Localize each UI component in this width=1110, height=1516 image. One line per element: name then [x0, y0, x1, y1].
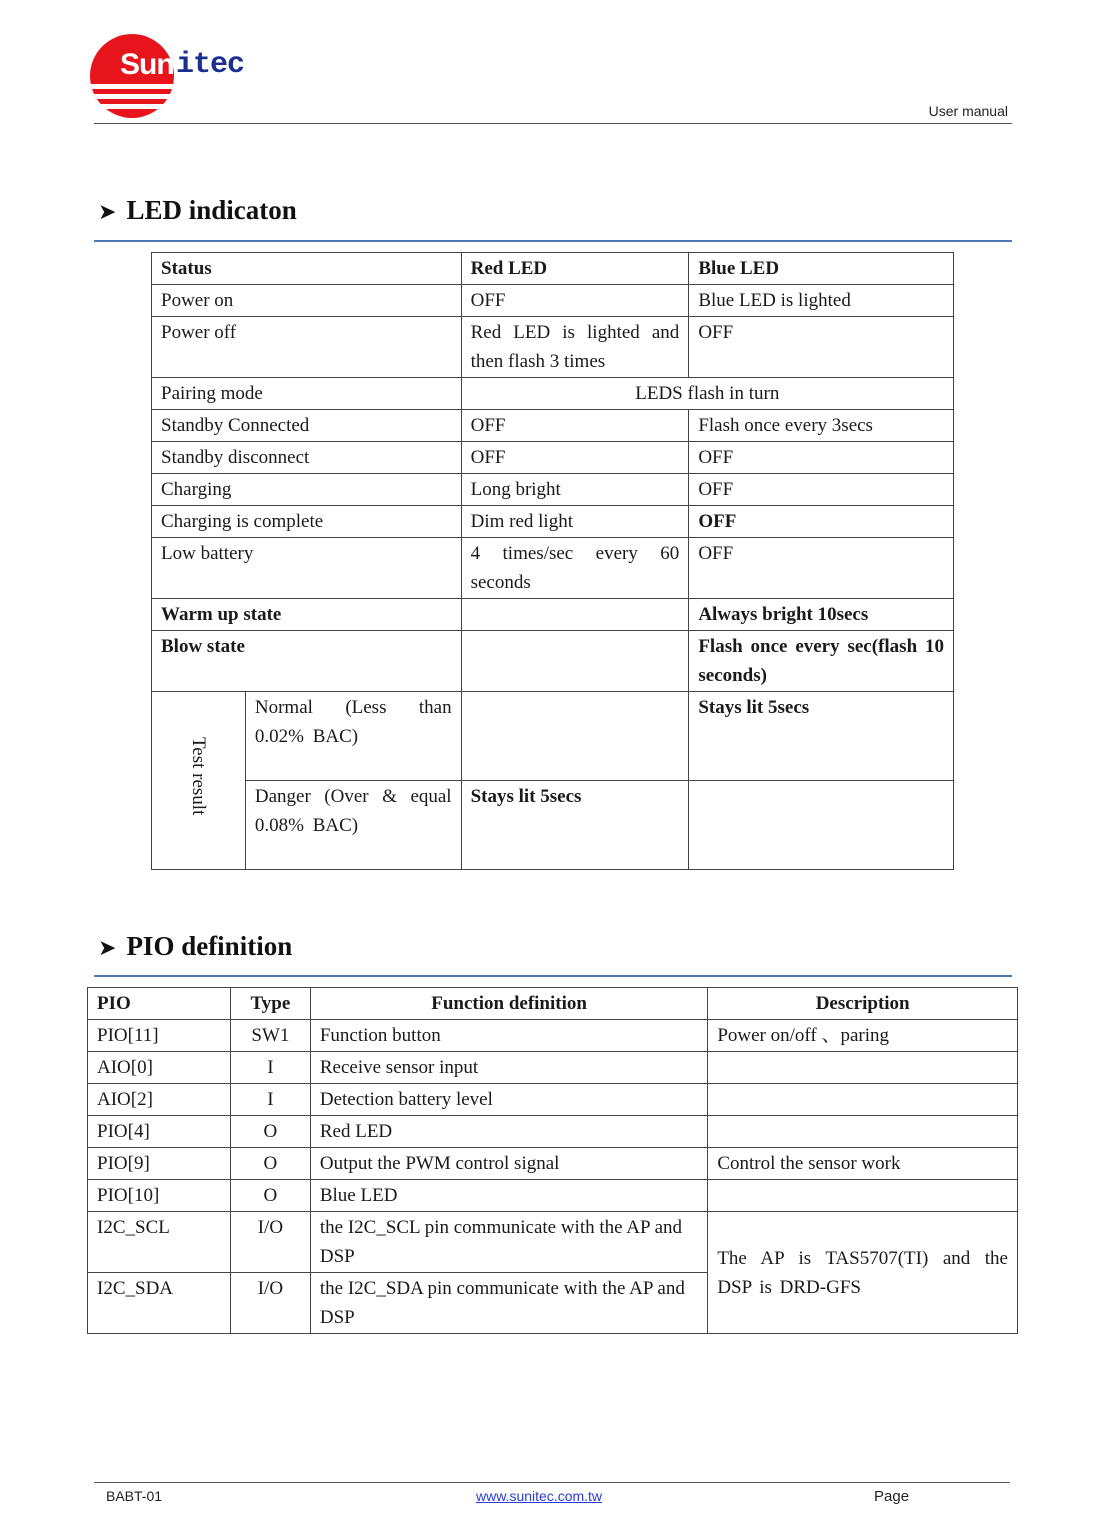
function-cell: Blue LED	[310, 1180, 707, 1212]
footer-page-label: Page	[874, 1488, 910, 1505]
table-row	[88, 988, 1018, 1020]
led-merged-cell: LEDS flash in turn	[461, 378, 953, 410]
red-led-cell: Dim red light	[461, 506, 689, 538]
table-row	[152, 538, 954, 599]
type-cell: I/O	[230, 1212, 310, 1273]
status-cell: Low battery	[152, 538, 462, 599]
status-cell: Blow state	[152, 631, 462, 692]
logo-text-itec: itec	[176, 48, 245, 82]
red-led-cell	[461, 631, 689, 692]
pio-cell: AIO[0]	[88, 1052, 231, 1084]
type-cell: SW1	[230, 1020, 310, 1052]
type-cell: O	[230, 1148, 310, 1180]
function-cell: Output the PWM control signal	[310, 1148, 707, 1180]
table-row	[88, 1052, 1018, 1084]
table-row	[152, 442, 954, 474]
logo-text-sun: Sun	[120, 48, 174, 81]
description-cell: Control the sensor work	[708, 1148, 1018, 1180]
function-cell: the I2C_SDA pin communicate with the AP and DSP	[310, 1273, 707, 1334]
red-led-cell: OFF	[461, 410, 689, 442]
pio-cell: I2C_SCL	[88, 1212, 231, 1273]
blue-led-cell: Flash once every sec(flash 10 seconds)	[689, 631, 954, 692]
status-cell: Power on	[152, 285, 462, 317]
table-row	[152, 599, 954, 631]
led-section-title-text: LED indicaton	[126, 195, 297, 225]
logo-stripe	[90, 84, 174, 89]
pio-cell: I2C_SDA	[88, 1273, 231, 1334]
header-cell: Red LED	[461, 253, 689, 285]
blue-led-cell: Flash once every 3secs	[689, 410, 954, 442]
blue-led-cell: Blue LED is lighted	[689, 285, 954, 317]
blue-led-cell: Stays lit 5secs	[689, 692, 954, 781]
blue-led-cell	[689, 781, 954, 870]
type-cell: I	[230, 1084, 310, 1116]
header-cell: Blue LED	[689, 253, 954, 285]
pio-cell: PIO[11]	[88, 1020, 231, 1052]
blue-led-cell: OFF	[689, 506, 954, 538]
table-row	[152, 474, 954, 506]
header-divider	[94, 123, 1012, 124]
table-row	[152, 506, 954, 538]
red-led-cell	[461, 599, 689, 631]
status-cell: Warm up state	[152, 599, 462, 631]
red-led-cell: Stays lit 5secs	[461, 781, 689, 870]
header-label: User manual	[928, 103, 1008, 119]
table-row	[152, 781, 954, 870]
table-row	[152, 692, 954, 781]
red-led-cell: 4 times/sec every 60 seconds	[461, 538, 689, 599]
blue-led-cell: OFF	[689, 317, 954, 378]
logo-stripe	[90, 104, 174, 109]
status-cell: Danger (Over & equal 0.08% BAC)	[245, 781, 461, 870]
table-row	[152, 378, 954, 410]
logo-stripe	[90, 94, 174, 99]
blue-led-cell: Always bright 10secs	[689, 599, 954, 631]
sunitec-logo	[90, 34, 245, 122]
status-cell: Charging	[152, 474, 462, 506]
description-cell	[708, 1052, 1018, 1084]
table-row	[88, 1212, 1018, 1273]
description-cell	[708, 1084, 1018, 1116]
status-cell: Normal (Less than 0.02% BAC)	[245, 692, 461, 781]
header-cell: Status	[152, 253, 462, 285]
pio-definition-table	[87, 987, 1018, 1334]
test-result-label: Test result	[187, 736, 209, 816]
status-cell: Standby disconnect	[152, 442, 462, 474]
pio-cell: PIO[10]	[88, 1180, 231, 1212]
pio-cell: PIO[9]	[88, 1148, 231, 1180]
table-row	[88, 1148, 1018, 1180]
table-row	[88, 1084, 1018, 1116]
table-row	[152, 410, 954, 442]
table-row	[152, 631, 954, 692]
header-cell: PIO	[88, 988, 231, 1020]
type-cell: O	[230, 1116, 310, 1148]
description-cell	[708, 1180, 1018, 1212]
red-led-cell: Red LED is lighted and then flash 3 times	[461, 317, 689, 378]
pio-section-rule	[94, 975, 1012, 977]
blue-led-cell: OFF	[689, 442, 954, 474]
footer-divider	[94, 1482, 1010, 1483]
description-cell	[708, 1116, 1018, 1148]
header-cell: Type	[230, 988, 310, 1020]
red-led-cell: OFF	[461, 442, 689, 474]
led-section-rule	[94, 240, 1012, 242]
description-cell: Power on/off 、paring	[708, 1020, 1018, 1052]
status-cell: Charging is complete	[152, 506, 462, 538]
description-cell: The AP is TAS5707(TI) and the DSP is DRD-GFS	[708, 1212, 1018, 1334]
red-led-cell	[461, 692, 689, 781]
function-cell: Receive sensor input	[310, 1052, 707, 1084]
led-section-title	[98, 195, 297, 226]
footer-website-link[interactable]: www.sunitec.com.tw	[476, 1488, 603, 1504]
table-row	[152, 285, 954, 317]
header-cell: Description	[708, 988, 1018, 1020]
header-cell: Function definition	[310, 988, 707, 1020]
function-cell: Red LED	[310, 1116, 707, 1148]
status-cell: Standby Connected	[152, 410, 462, 442]
type-cell: O	[230, 1180, 310, 1212]
table-row	[88, 1020, 1018, 1052]
table-row	[152, 253, 954, 285]
red-led-cell: Long bright	[461, 474, 689, 506]
pio-cell: AIO[2]	[88, 1084, 231, 1116]
test-result-cell	[152, 692, 246, 870]
pio-cell: PIO[4]	[88, 1116, 231, 1148]
pio-section-title-text: PIO definition	[126, 931, 293, 961]
function-cell: Function button	[310, 1020, 707, 1052]
pio-section-title	[98, 931, 292, 962]
status-cell: Power off	[152, 317, 462, 378]
type-cell: I/O	[230, 1273, 310, 1334]
footer-doc-id: BABT-01	[106, 1488, 163, 1504]
table-row	[152, 317, 954, 378]
blue-led-cell: OFF	[689, 538, 954, 599]
arrow-bullet-icon: ➤	[98, 200, 117, 225]
table-row	[88, 1180, 1018, 1212]
led-indication-table	[151, 252, 954, 870]
function-cell: the I2C_SCL pin communicate with the AP and DSP	[310, 1212, 707, 1273]
status-cell: Pairing mode	[152, 378, 462, 410]
table-row	[88, 1116, 1018, 1148]
type-cell: I	[230, 1052, 310, 1084]
red-led-cell: OFF	[461, 285, 689, 317]
function-cell: Detection battery level	[310, 1084, 707, 1116]
blue-led-cell: OFF	[689, 474, 954, 506]
arrow-bullet-icon: ➤	[98, 936, 117, 961]
